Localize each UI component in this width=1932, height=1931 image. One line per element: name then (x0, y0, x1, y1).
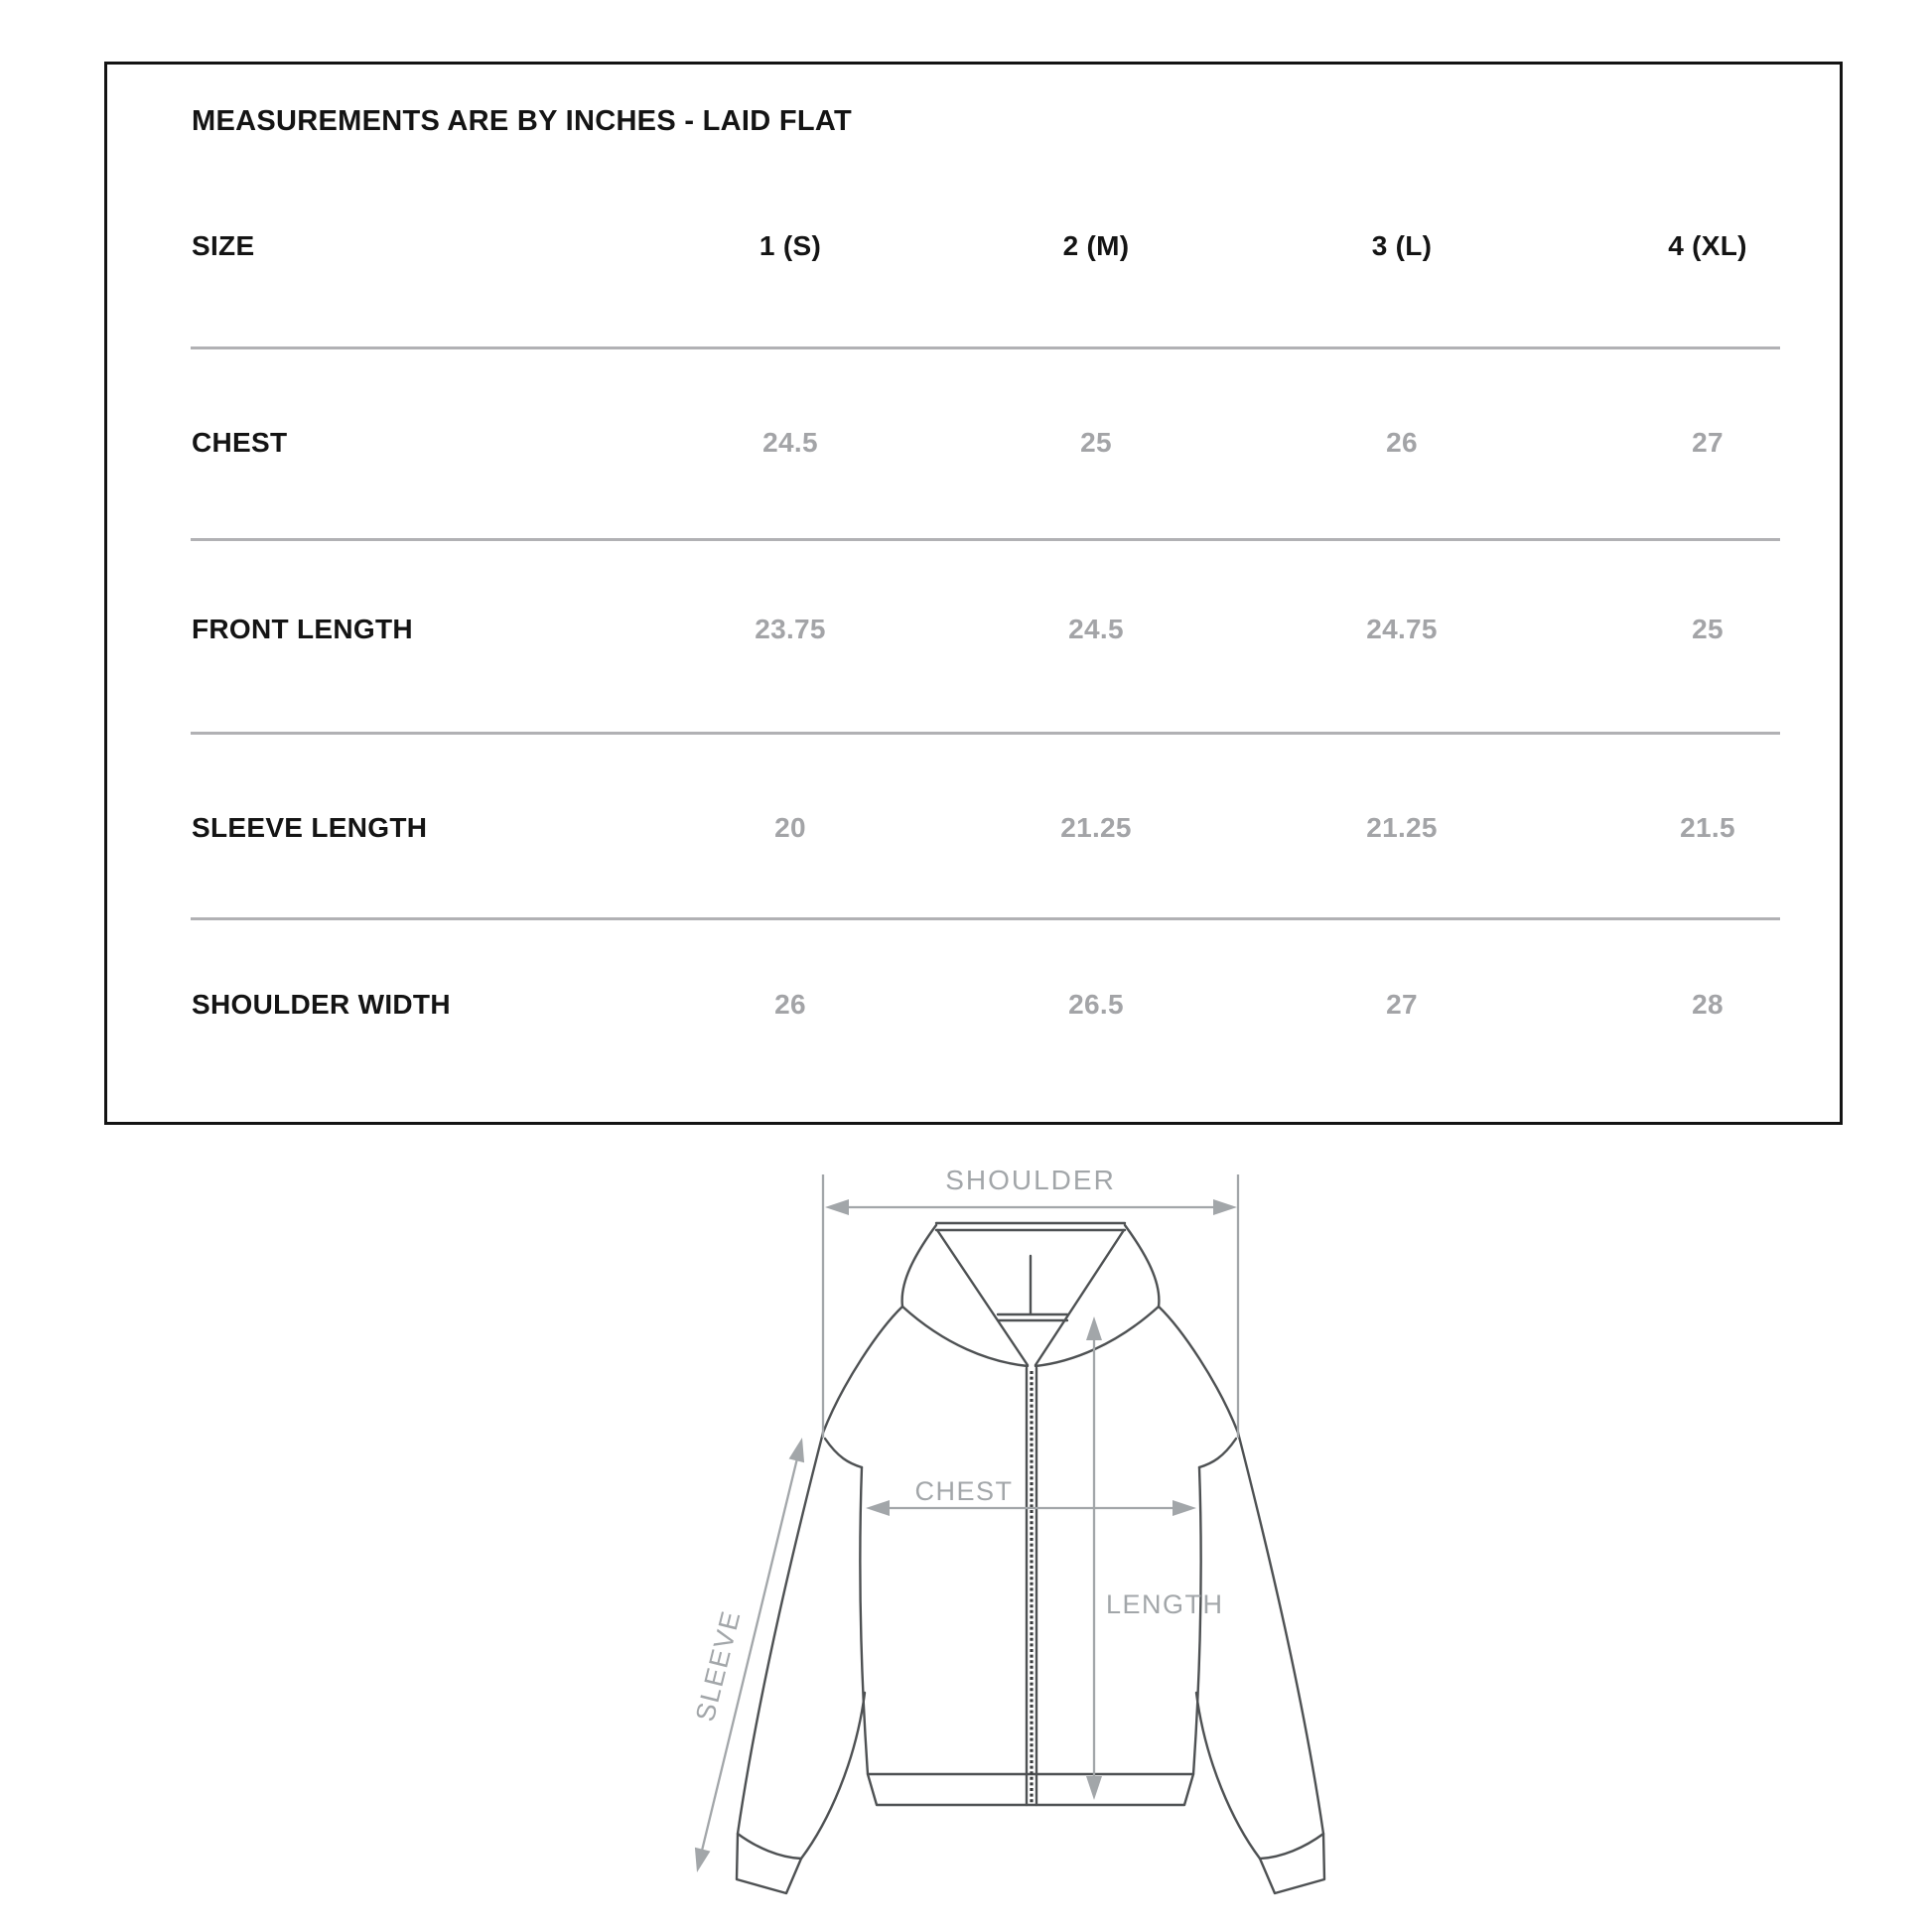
shoulder-left (823, 1307, 902, 1433)
measurement-value: 24.5 (1068, 614, 1124, 644)
chest-dim-label: CHEST (914, 1476, 1014, 1506)
measurement-value: 23.75 (755, 614, 826, 644)
measurement-value: 26.5 (1068, 989, 1124, 1020)
measurement-value: 28 (1692, 989, 1724, 1020)
sleeve-left-inner (801, 1693, 865, 1859)
column-header-size: SIZE (192, 230, 255, 261)
row-label: SLEEVE LENGTH (192, 812, 428, 843)
raglan-seam-right (1199, 1439, 1236, 1467)
arrowhead-up (789, 1438, 805, 1462)
body-side-left (860, 1467, 868, 1774)
table-row-chest (107, 426, 1861, 460)
hood-outer-right (1125, 1225, 1159, 1307)
measurement-value: 27 (1386, 989, 1418, 1020)
table-row-shoulder-width (107, 988, 1861, 1022)
measurement-value: 25 (1692, 614, 1724, 644)
column-header-size-3: 3 (L) (1371, 230, 1433, 261)
length-dim-label: LENGTH (1106, 1589, 1224, 1619)
arrowhead-left (866, 1500, 890, 1516)
row-label: FRONT LENGTH (192, 614, 413, 644)
row-divider (191, 732, 1780, 735)
measurement-value: 26 (774, 989, 806, 1020)
raglan-seam-left (825, 1439, 862, 1467)
column-header-size-2: 2 (M) (1062, 230, 1130, 261)
arrowhead-left (825, 1199, 849, 1215)
measurement-value: 24.5 (762, 427, 818, 458)
hood-outer-left (902, 1225, 936, 1307)
cuff-left (737, 1834, 801, 1893)
row-label: SHOULDER WIDTH (192, 989, 451, 1020)
table-row-sleeve-length (107, 811, 1861, 845)
row-label: CHEST (192, 427, 288, 458)
shoulder-right (1159, 1307, 1238, 1433)
hood-inner-left (937, 1230, 1028, 1365)
measurement-value: 26 (1386, 427, 1418, 458)
sleeve-right-inner (1196, 1693, 1260, 1859)
garment-measurement-diagram (0, 1127, 1932, 1931)
column-header-size-4: 4 (XL) (1668, 230, 1747, 261)
hood-inner-right (1035, 1230, 1124, 1365)
row-divider (191, 917, 1780, 920)
cuff-right (1260, 1834, 1324, 1893)
row-divider (191, 538, 1780, 541)
size-chart-panel (104, 62, 1843, 1125)
arrowhead-down (695, 1848, 711, 1872)
chart-title: MEASUREMENTS ARE BY INCHES - LAID FLAT (192, 105, 852, 137)
hood-top-edge (936, 1223, 1125, 1230)
column-header-size-1: 1 (S) (759, 230, 822, 261)
collar-seam (998, 1314, 1067, 1320)
measurement-value: 21.25 (1060, 812, 1132, 843)
measurement-value: 20 (774, 812, 806, 843)
hoodie-flat-sketch (737, 1223, 1324, 1893)
size-header-row (107, 229, 1861, 263)
body-side-right (1193, 1467, 1201, 1774)
measurement-value: 21.25 (1366, 812, 1438, 843)
sleeve-left-outer (738, 1433, 823, 1834)
row-divider (191, 346, 1780, 349)
arrowhead-right (1173, 1500, 1196, 1516)
arrowhead-right (1213, 1199, 1237, 1215)
arrowhead-up (1086, 1316, 1102, 1340)
shoulder-dim-label: SHOULDER (945, 1165, 1116, 1195)
sleeve-right-outer (1238, 1433, 1323, 1834)
measurement-value: 24.75 (1366, 614, 1438, 644)
arrowhead-down (1086, 1776, 1102, 1800)
measurement-value: 25 (1080, 427, 1112, 458)
sleeve-dim-label: SLEEVE (689, 1606, 747, 1724)
measurement-value: 21.5 (1680, 812, 1735, 843)
measurement-value: 27 (1692, 427, 1724, 458)
table-row-front-length (107, 613, 1861, 646)
